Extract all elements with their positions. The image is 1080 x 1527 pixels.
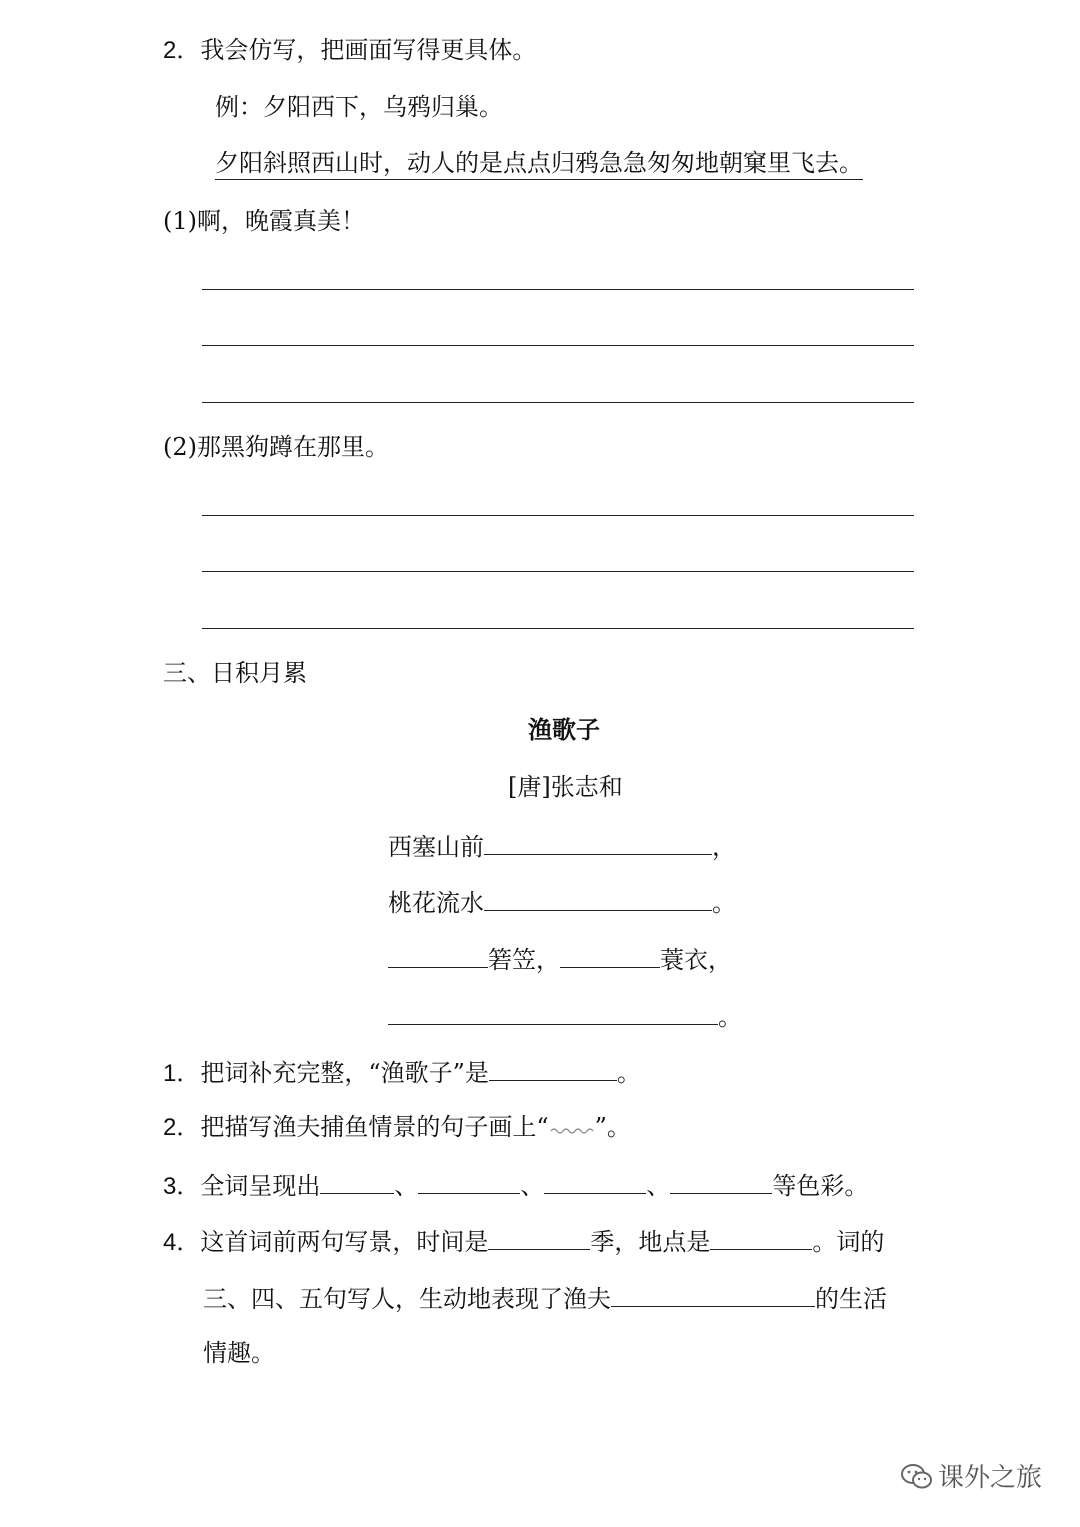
question-text: 全词呈现出	[200, 1172, 321, 1200]
question-text: 三、四、五句写人，生动地表现了渔夫	[203, 1285, 611, 1313]
example-answer	[215, 146, 863, 180]
question-3	[163, 1167, 868, 1204]
question-text: 把描写渔夫捕鱼情景的句子画上“	[200, 1113, 549, 1141]
poem-author: [唐]张志和	[508, 773, 623, 801]
fill-blank[interactable]	[484, 828, 712, 855]
fill-blank[interactable]	[388, 941, 488, 968]
watermark-text: 课外之旅	[938, 1463, 1043, 1493]
question-number: 2．	[163, 1114, 201, 1141]
fill-blank[interactable]	[488, 1223, 590, 1250]
fill-blank[interactable]	[484, 884, 712, 911]
fill-blank[interactable]	[560, 941, 660, 968]
fill-blank[interactable]	[489, 1054, 617, 1081]
separator: 、	[520, 1172, 545, 1200]
answer-line[interactable]	[202, 345, 914, 346]
example-text: 夕阳西下，乌鸦归巢。	[263, 93, 503, 121]
section-heading: 三、日积月累	[163, 659, 307, 687]
fill-blank[interactable]	[670, 1167, 772, 1194]
example-line	[215, 90, 503, 124]
question-4-line-2	[203, 1280, 887, 1316]
answer-line[interactable]	[202, 628, 914, 629]
question-2	[163, 1110, 631, 1145]
question-text: 的生活	[815, 1285, 887, 1313]
answer-line[interactable]	[202, 571, 914, 572]
example-label: 例：	[215, 93, 263, 121]
punctuation: 。	[718, 1003, 742, 1031]
sub-item-1: (1)啊，晚霞真美！	[163, 207, 365, 235]
poem-title: 渔歌子	[528, 716, 600, 744]
question-4	[163, 1223, 884, 1260]
answer-line[interactable]	[202, 515, 914, 516]
question-text: 季，地点是	[590, 1228, 711, 1256]
watermark	[900, 1457, 1042, 1494]
poem-line-3	[388, 941, 732, 977]
question-text: 等色彩。	[772, 1172, 869, 1200]
fill-blank[interactable]	[710, 1223, 812, 1250]
poem-text: 西塞山前	[388, 833, 484, 861]
question-number: 1．	[163, 1060, 201, 1087]
poem-line-1	[388, 828, 736, 864]
sub-item-2: (2)那黑狗蹲在那里。	[163, 433, 389, 461]
fill-blank[interactable]	[388, 998, 718, 1025]
poem-text: 桃花流水	[388, 889, 484, 917]
question-text: 。	[616, 1059, 641, 1087]
fill-blank[interactable]	[320, 1167, 394, 1194]
question-text: 把词补充完整，“渔歌子”是	[200, 1059, 489, 1087]
answer-line[interactable]	[202, 402, 914, 403]
wechat-icon	[900, 1463, 934, 1491]
fill-blank[interactable]	[611, 1280, 815, 1307]
question-1	[163, 1054, 641, 1091]
fill-blank[interactable]	[544, 1167, 646, 1194]
poem-text: 蓑衣，	[660, 946, 732, 974]
question-text: 我会仿写，把画面写得更具体。	[200, 36, 537, 64]
punctuation: ，	[712, 833, 736, 861]
wavy-underline-icon	[549, 1123, 595, 1137]
separator: 、	[394, 1172, 419, 1200]
question-heading-2	[163, 33, 536, 68]
example-answer-text: 夕阳斜照西山时，动人的是点点归鸦急急匆匆地朝窠里飞去。	[215, 149, 863, 180]
punctuation: 。	[712, 889, 736, 917]
question-number: 3．	[163, 1173, 201, 1200]
question-number: 4．	[163, 1229, 201, 1256]
question-text: ”。	[594, 1113, 631, 1141]
poem-line-4	[388, 998, 742, 1034]
fill-blank[interactable]	[418, 1167, 520, 1194]
question-text: 。词的	[812, 1228, 885, 1256]
question-text: 这首词前两句写景，时间是	[200, 1228, 489, 1256]
separator: 、	[646, 1172, 671, 1200]
poem-text: 箬笠，	[488, 946, 560, 974]
question-4-line-3: 情趣。	[203, 1339, 275, 1367]
answer-line[interactable]	[202, 289, 914, 290]
question-number: 2．	[163, 37, 201, 64]
poem-line-2	[388, 884, 736, 920]
